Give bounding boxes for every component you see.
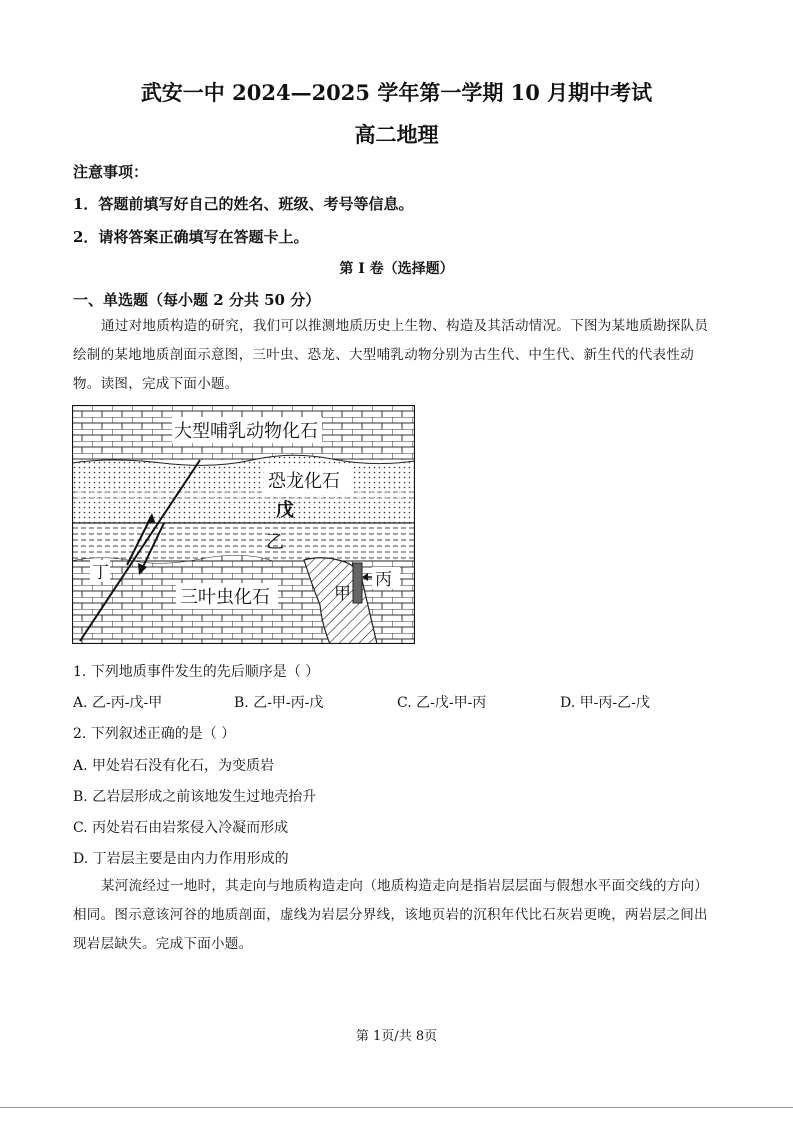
exam-subtitle: 高二地理 xyxy=(354,122,439,147)
passage-1: 通过对地质构造的研究，我们可以推测地质历史上生物、构造及其活动情况。下图为某地质勘探队员绘制的某地地质剖面示意图，三叶虫、恐龙、大型哺乳动物分别为古生代、中生代、新生代的代表性动物。读图，完成下面小题。 xyxy=(73,318,709,392)
question-2-stem: 2. 下列叙述正确的是（ ） xyxy=(73,726,236,742)
label-trilobite-fossil: 三叶虫化石 xyxy=(180,587,270,608)
layer-wu xyxy=(72,489,415,501)
page-number: 第 1页/共 8页 xyxy=(355,1029,438,1044)
notice-item: 2．请将答案正确填写在答题卡上。 xyxy=(73,228,309,246)
question-1-option-c[interactable]: C. 乙-戊-甲-丙 xyxy=(397,695,487,711)
label-mammal-fossil: 大型哺乳动物化石 xyxy=(174,421,318,442)
question-2-option-d[interactable]: D. 丁岩层主要是由内力作用形成的 xyxy=(73,851,289,867)
notice-item: 1．答题前填写好自己的姓名、班级、考号等信息。 xyxy=(73,195,414,213)
passage-2: 某河流经过一地时，其走向与地质构造走向（地质构造走向是指岩层层面与假想水平面交线的方向）相同。图示意该河谷的地质剖面，虚线为岩层分界线，该地页岩的沉积年代比石灰岩更晚，两岩层之间出现岩层缺失。完成下面小题。 xyxy=(73,878,709,952)
volume-title: 第 I 卷（选择题） xyxy=(339,261,454,277)
question-1-option-a[interactable]: A. 乙-丙-戊-甲 xyxy=(73,695,163,711)
section-title: 一、单选题（每小题 2 分共 50 分） xyxy=(73,291,321,309)
footer-divider xyxy=(0,1107,793,1108)
label-dino-fossil: 恐龙化石 xyxy=(268,471,340,492)
question-1-option-b[interactable]: B. 乙-甲-丙-戊 xyxy=(234,695,324,711)
label-jia: 甲 xyxy=(334,584,351,604)
notice-heading: 注意事项： xyxy=(73,163,149,181)
label-yi: 乙 xyxy=(266,532,284,553)
dike-bing xyxy=(353,563,362,603)
question-1-option-d[interactable]: D. 甲-丙-乙-戊 xyxy=(560,695,650,711)
label-bing: 丙 xyxy=(375,570,392,590)
question-2-option-b[interactable]: B. 乙岩层形成之前该地发生过地壳抬升 xyxy=(73,789,317,805)
geologic-cross-section-figure xyxy=(72,405,415,644)
question-2-option-a[interactable]: A. 甲处岩石没有化石，为变质岩 xyxy=(73,758,275,774)
question-2-option-c[interactable]: C. 丙处岩石由岩浆侵入冷凝而形成 xyxy=(73,820,289,836)
exam-title: 武安一中 2024—2025 学年第一学期 10 月期中考试 xyxy=(140,80,653,105)
question-1-stem: 1. 下列地质事件发生的先后顺序是（ ） xyxy=(73,664,320,680)
label-wu: 戊 xyxy=(276,500,294,521)
label-ding: 丁 xyxy=(92,563,109,583)
